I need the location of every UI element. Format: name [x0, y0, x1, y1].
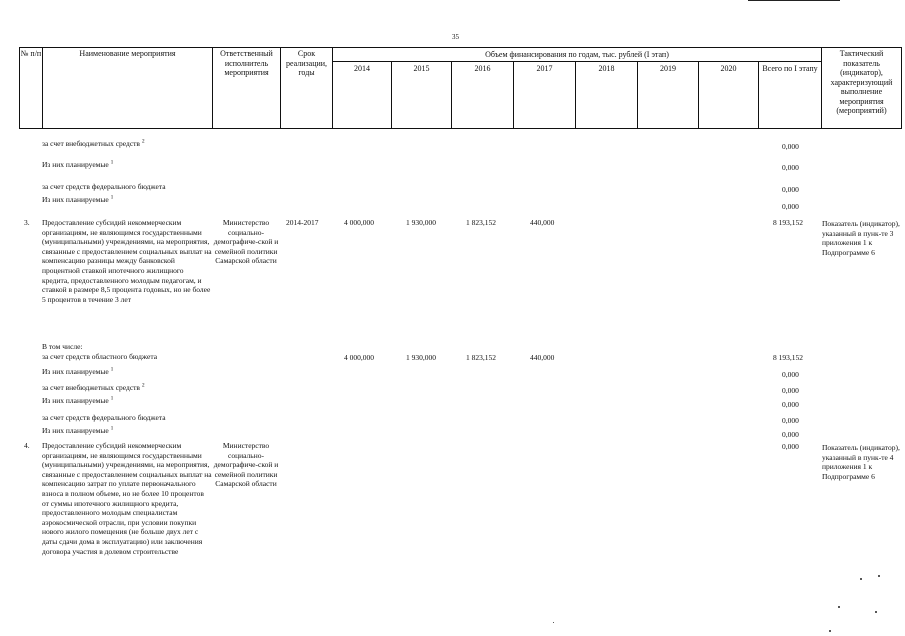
item-responsible: Министерство социально-демографиче-ской и семейной политики Самарской области: [213, 441, 279, 489]
header-year: 2018: [598, 64, 615, 73]
scan-speck: [829, 630, 831, 632]
header-year: 2015: [413, 64, 430, 73]
footnote-mark: 2: [141, 138, 145, 145]
row-total: 0,000: [782, 400, 799, 409]
footnote-mark: 1: [110, 159, 114, 166]
item-name: Предоставление субсидий некоммерческим организациям, не являющимся государственными (муниципальными) учреждениями, на мероприятия, связанные с предоставлением социальных выплат на компенсацию разницы между банковской процентной ставкой ипотечного жилищного кредита, предоставленного молодым педагогам, и ставкой в размере 8,5 процента годовых, но не более 5 процентов в течение 3 лет: [42, 218, 212, 304]
footnote-mark: 1: [110, 425, 114, 432]
header-num: № п/п: [20, 49, 42, 58]
value-2015: 1 930,000: [406, 353, 436, 362]
row-label: Из них планируемые: [42, 367, 109, 376]
header-funding: Объем финансирования по годам, тыс. рублей (I этап): [485, 50, 669, 59]
header-responsible: Ответственный исполнитель мероприятия: [220, 49, 273, 77]
row-total: 0,000: [782, 163, 799, 172]
scan-speck: [878, 575, 880, 577]
row-total: 0,000: [782, 142, 799, 151]
scan-artifact-line: [748, 0, 840, 1]
value-total: 0,000: [782, 442, 799, 451]
scan-speck: [860, 578, 862, 580]
row-total: 0,000: [782, 202, 799, 211]
row-label: за счет средств областного бюджета: [42, 352, 158, 361]
header-term: Срок реализации, годы: [285, 49, 328, 77]
value-2016: 1 823,152: [466, 353, 496, 362]
item-name: Предоставление субсидий некоммерческим организациям, не являющимся государственными (муниципальными) учреждениями, на мероприятия, связанные с предоставлением социальных выплат на компенсацию затрат по уплате первоначального взноса в полном объеме, но не более 10 процентов от суммы ипотечного жилищного кредита, предоставленного молодым специалистам аэрокосмической отрасли, при условии покупки нового жилого помещения (не больше двух лет с даты сдачи дома в эксплуатацию) или заключения договора участия в долевом строительстве: [42, 441, 212, 556]
row-label: Из них планируемые: [42, 160, 109, 169]
item-term: 2014-2017: [286, 218, 319, 227]
row-label: Из них планируемые: [42, 195, 109, 204]
header-year: 2019: [660, 64, 676, 73]
value-total: 8 193,152: [773, 353, 803, 362]
row-total: 0,000: [782, 416, 799, 425]
footnote-mark: 1: [110, 395, 114, 402]
including-label: В том числе:: [42, 342, 83, 351]
value-2017: 440,000: [530, 218, 555, 227]
row-total: 0,000: [782, 370, 799, 379]
row-label: за счет средств федерального бюджета: [42, 413, 166, 422]
row-label: Из них планируемые: [42, 396, 109, 405]
header-year: 2014: [354, 64, 370, 73]
value-2017: 440,000: [530, 353, 555, 362]
header-indicator: Тактический показатель (индикатор), характеризующий выполнение мероприятия (мероприятий): [830, 49, 893, 115]
item-number: 4.: [24, 441, 30, 450]
item-indicator: Показатель (индикатор), указанный в пунк-те 3 приложения 1 к Подпрограмме 6: [822, 219, 900, 257]
row-total: 0,000: [782, 185, 799, 194]
row-total: 0,000: [782, 386, 799, 395]
row-label: за счет внебюджетных средств: [42, 139, 140, 148]
scan-speck: [875, 611, 877, 613]
header-year: 2017: [536, 64, 553, 73]
row-label: за счет внебюджетных средств: [42, 383, 140, 392]
footnote-mark: 2: [141, 382, 145, 389]
scan-speck: [553, 622, 554, 623]
page-number: 35: [452, 33, 459, 41]
row-label: Из них планируемые: [42, 426, 109, 435]
value-2016: 1 823,152: [466, 218, 496, 227]
item-indicator: Показатель (индикатор), указанный в пунк-те 4 приложения 1 к Подпрограмме 6: [822, 443, 900, 481]
header-year: 2016: [474, 64, 491, 73]
row-total: 0,000: [782, 430, 799, 439]
header-total: Всего по I этапу: [762, 64, 818, 73]
value-total: 8 193,152: [773, 218, 803, 227]
footnote-mark: 1: [110, 194, 114, 201]
header-year: 2020: [720, 64, 737, 73]
header-name: Наименование мероприятия: [79, 49, 176, 58]
scan-speck: [838, 606, 840, 608]
value-2015: 1 930,000: [406, 218, 436, 227]
row-label: за счет средств федерального бюджета: [42, 182, 166, 191]
footnote-mark: 1: [110, 366, 114, 373]
value-2014: 4 000,000: [344, 218, 374, 227]
item-responsible: Министерство социально-демографиче-ской и семейной политики Самарской области: [213, 218, 279, 266]
item-number: 3.: [24, 218, 30, 227]
value-2014: 4 000,000: [344, 353, 374, 362]
